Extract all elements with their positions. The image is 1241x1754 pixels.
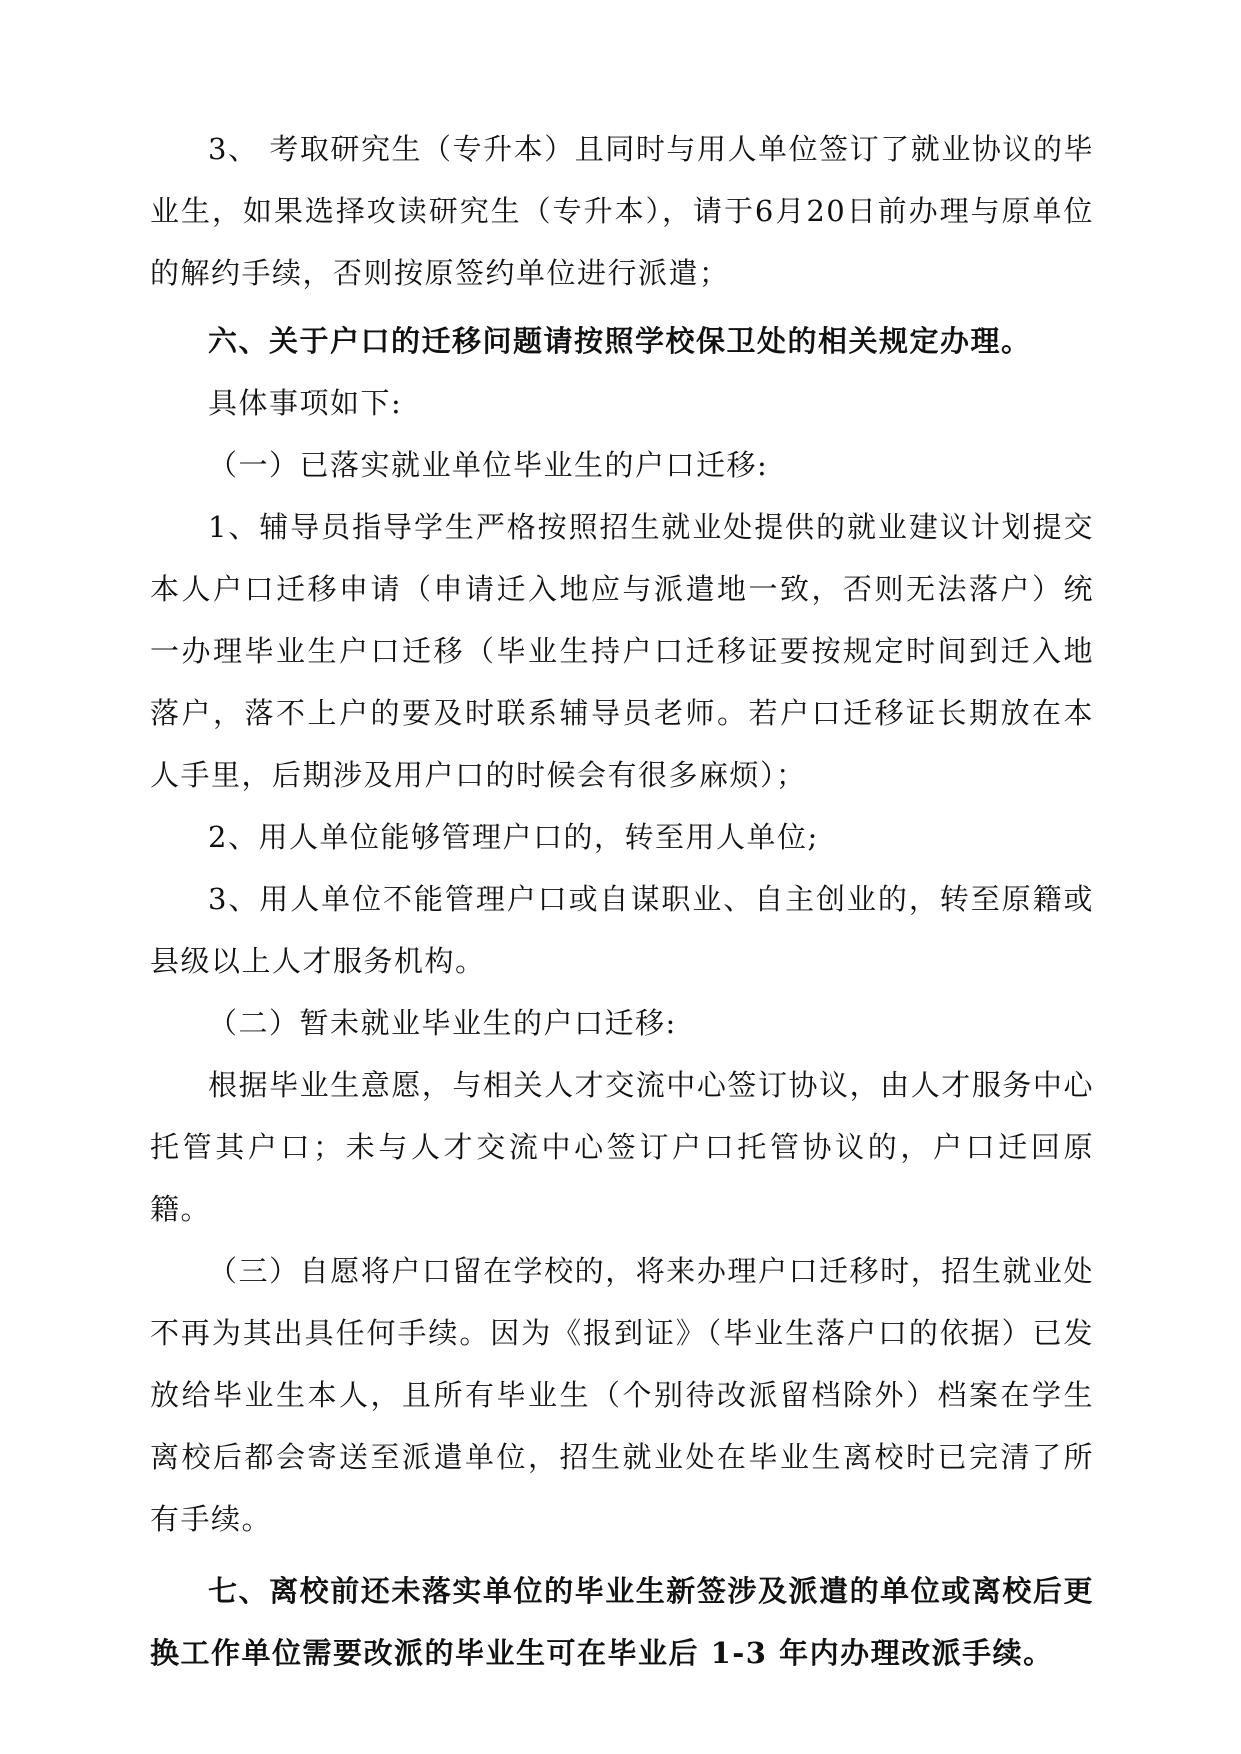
paragraph-item-3-employer-unmanaged: 3、用人单位不能管理户口或自谋职业、自主创业的，转至原籍或县级以上人才服务机构。 <box>150 882 1094 978</box>
paragraph-item-3-stay-at-school: （三）自愿将户口留在学校的，将来办理户口迁移时，招生就业处不再为其出具任何手续。因为《报到证》（毕业生落户口的依据）已发放给毕业生本人，且所有毕业生（个别待改派留档除外）档案在学生离校后都会寄送至派遣单位，招生就业处在毕业生离校时已完清了所有手续。 <box>150 1254 1094 1536</box>
section-heading-seven-reassignment: 七、离校前还未落实单位的毕业生新签涉及派遣的单位或离校后更换工作单位需要改派的毕业生可在毕业后 1-3 年内办理改派手续。 <box>150 1574 1094 1670</box>
paragraph-item-1-counselor: 1、辅导员指导学生严格按照招生就业处提供的就业建议计划提交本人户口迁移申请（申请迁入地应与派遣地一致，否则无法落户）统一办理毕业生户口迁移（毕业生持户口迁移证要按规定时间到迁入地落户，落不上户的要及时联系辅导员老师。若户口迁移证长期放在本人手里，后期涉及用户口的时候会有很多麻烦）； <box>150 510 1094 792</box>
section-heading-six-hukou: 六、关于户口的迁移问题请按照学校保卫处的相关规定办理。 <box>208 324 1032 358</box>
paragraph-talent-center: 根据毕业生意愿，与相关人才交流中心签订协议，由人才服务中心托管其户口；未与人才交流中心签订户口托管协议的，户口迁回原籍。 <box>150 1068 1094 1226</box>
document-page <box>150 118 1094 1684</box>
subheading-unemployed-graduates: （二）暂未就业毕业生的户口迁移: <box>208 1006 677 1040</box>
paragraph-item-3-graduate-study: 3、 考取研究生（专升本）且同时与用人单位签订了就业协议的毕业生，如果选择攻读研究生（专升本），请于6月20日前办理与原单位的解约手续，否则按原签约单位进行派遣； <box>150 132 1094 290</box>
paragraph-details-intro: 具体事项如下: <box>208 386 403 420</box>
subheading-employed-graduates: （一）已落实就业单位毕业生的户口迁移: <box>208 448 769 482</box>
paragraph-item-2-employer-managed: 2、用人单位能够管理户口的，转至用人单位; <box>208 820 819 854</box>
